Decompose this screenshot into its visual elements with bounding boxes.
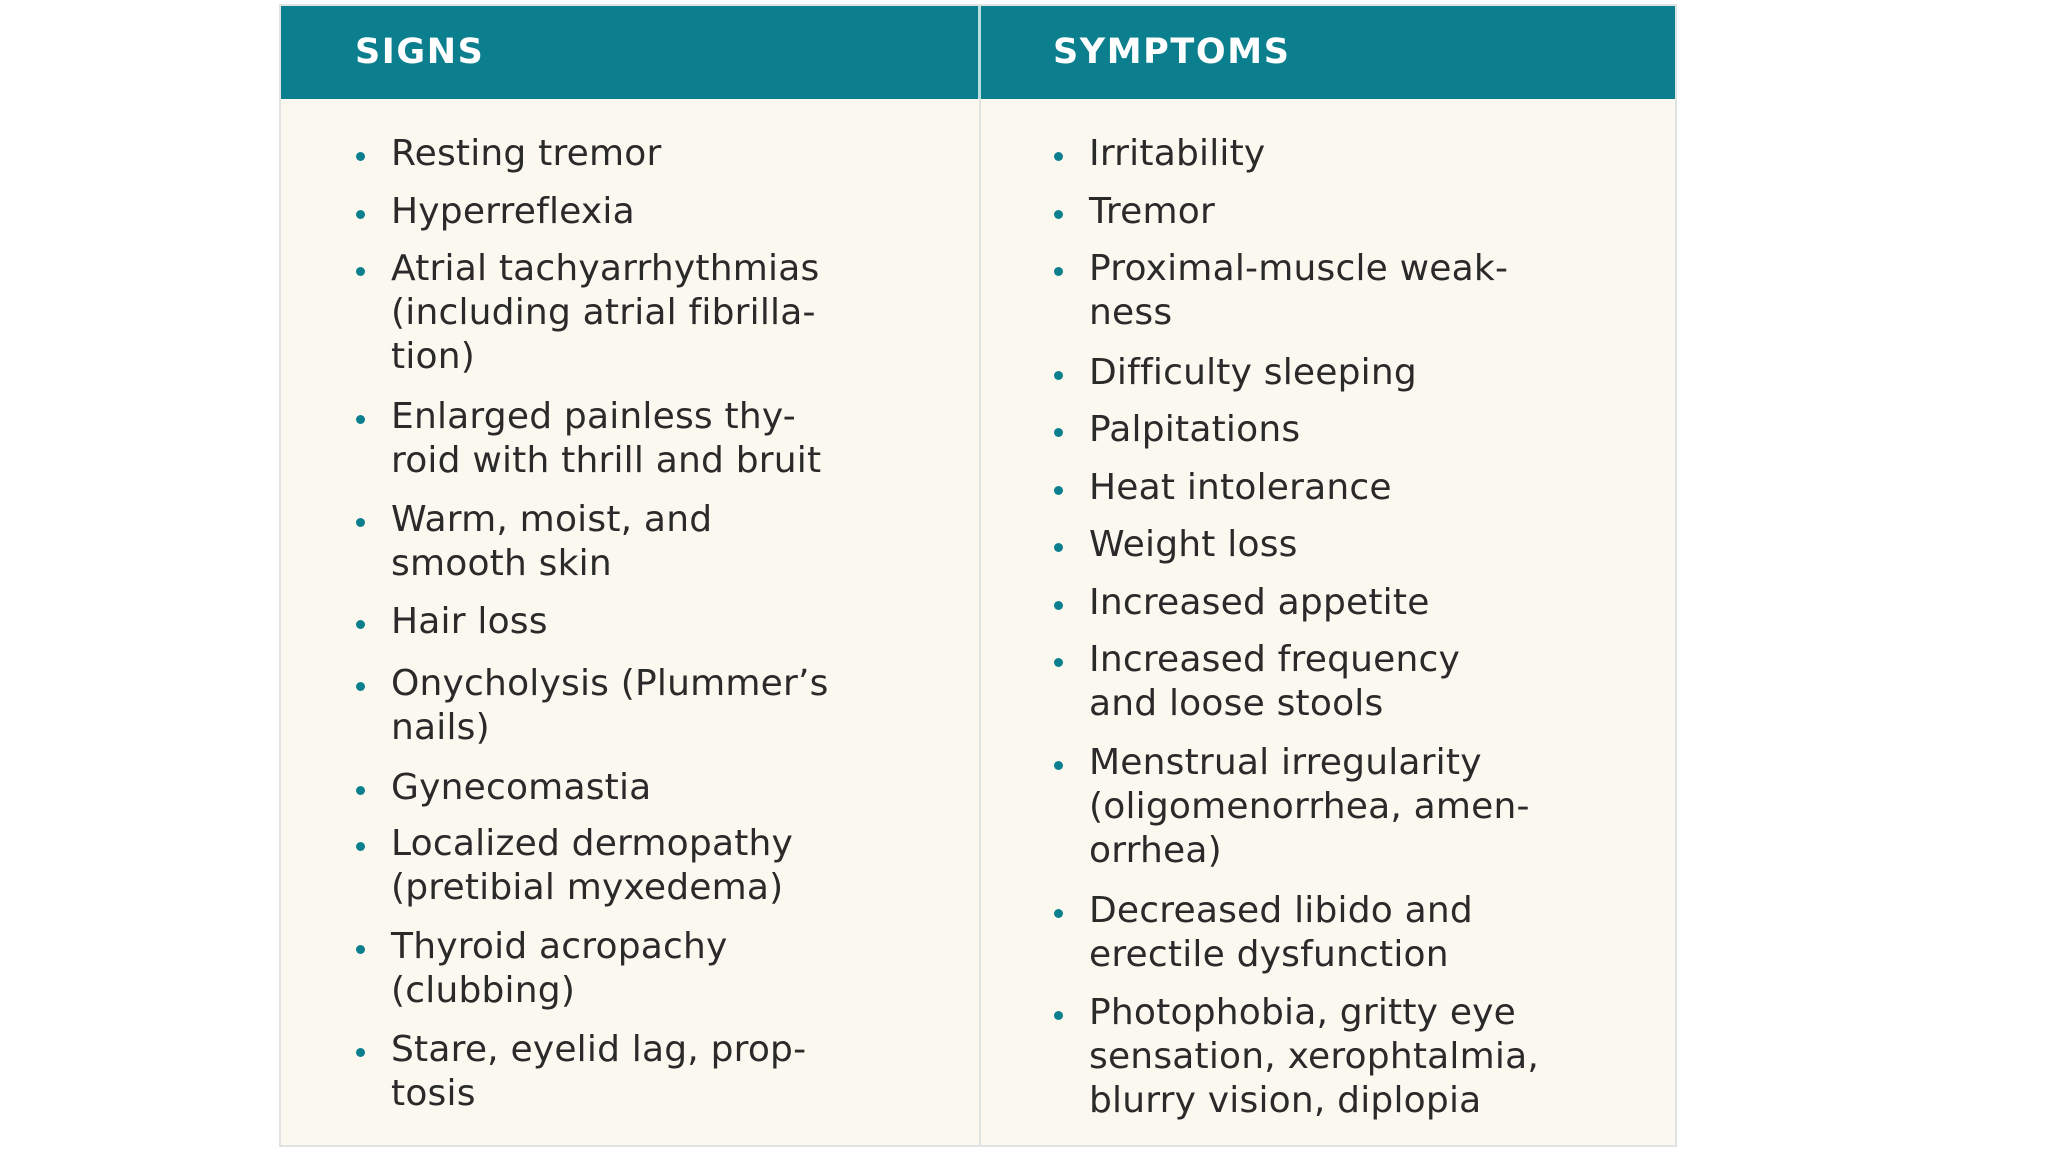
symptoms-column — [979, 6, 1599, 1147]
symptoms-item-line: and loose stools — [1089, 683, 1384, 724]
bullet-icon — [1054, 761, 1063, 770]
signs-item-line: Warm, moist, and — [391, 499, 713, 540]
signs-item-line: Enlarged painless thy- — [391, 396, 796, 437]
bullet-icon — [1054, 210, 1063, 219]
symptoms-item-line: Increased frequency — [1089, 639, 1461, 680]
symptoms-item-line: orrhea) — [1089, 830, 1222, 871]
bullet-icon — [1054, 267, 1063, 276]
bullet-icon — [356, 682, 365, 691]
bullet-icon — [1054, 486, 1063, 495]
signs-item-line: tion) — [391, 336, 476, 377]
symptoms-item-line: sensation, xerophtalmia, — [1089, 1036, 1539, 1077]
symptoms-item-line: blurry vision, diplopia — [1089, 1080, 1482, 1121]
signs-item-line: Gynecomastia — [391, 767, 652, 808]
signs-item-line: smooth skin — [391, 543, 612, 584]
signs-item-line: nails) — [391, 707, 490, 748]
bullet-icon — [1054, 601, 1063, 610]
signs-item-line: Onycholysis (Plummer’s — [391, 663, 829, 704]
symptoms-item-line: Menstrual irregularity — [1089, 742, 1482, 783]
bullet-icon — [1054, 371, 1063, 380]
signs-item-line: (including atrial fibrilla- — [391, 292, 816, 333]
symptoms-item-line: Difficulty sleeping — [1089, 352, 1417, 393]
bullet-icon — [1054, 909, 1063, 918]
signs-item-line: Localized dermopathy — [391, 823, 794, 864]
bullet-icon — [356, 267, 365, 276]
signs-item-line: Thyroid acropachy — [391, 926, 728, 967]
symptoms-item-line: ness — [1089, 292, 1173, 333]
bullet-icon — [356, 842, 365, 851]
bullet-icon — [1054, 428, 1063, 437]
bullet-icon — [356, 786, 365, 795]
symptoms-item-line: erectile dysfunction — [1089, 934, 1449, 975]
bullet-icon — [356, 152, 365, 161]
symptoms-item-line: Weight loss — [1089, 524, 1298, 565]
signs-item-line: Hair loss — [391, 601, 548, 642]
bullet-icon — [1054, 658, 1063, 667]
symptoms-item-line: (oligomenorrhea, amen- — [1089, 786, 1530, 827]
signs-item-line: Stare, eyelid lag, prop- — [391, 1029, 807, 1070]
signs-item-line: (clubbing) — [391, 970, 576, 1011]
bullet-icon — [1054, 543, 1063, 552]
signs-column — [281, 6, 901, 1147]
signs-item-line: Hyperreflexia — [391, 191, 635, 232]
symptoms-item-line: Photophobia, gritty eye — [1089, 992, 1517, 1033]
bullet-icon — [1054, 1011, 1063, 1020]
symptoms-item-line: Palpitations — [1089, 409, 1301, 450]
signs-item-line: roid with thrill and bruit — [391, 440, 822, 481]
bullet-icon — [1054, 152, 1063, 161]
signs-item-line: (pretibial myxedema) — [391, 867, 784, 908]
symptoms-header: SYMPTOMS — [1053, 32, 1291, 72]
symptoms-item-line: Decreased libido and — [1089, 890, 1473, 931]
symptoms-item-line: Proximal-muscle weak- — [1089, 248, 1509, 289]
signs-item-line: Atrial tachyarrhythmias — [391, 248, 820, 289]
bullet-icon — [356, 210, 365, 219]
symptoms-item-line: Increased appetite — [1089, 582, 1430, 623]
signs-item-line: Resting tremor — [391, 133, 662, 174]
bullet-icon — [356, 620, 365, 629]
symptoms-item-line: Tremor — [1089, 191, 1215, 232]
signs-item-line: tosis — [391, 1073, 476, 1114]
bullet-icon — [356, 518, 365, 527]
bullet-icon — [356, 415, 365, 424]
bullet-icon — [356, 945, 365, 954]
symptoms-item-line: Heat intolerance — [1089, 467, 1392, 508]
symptoms-item-line: Irritability — [1089, 133, 1266, 174]
bullet-icon — [356, 1048, 365, 1057]
signs-header: SIGNS — [355, 32, 485, 72]
signs-symptoms-table — [279, 4, 1677, 1147]
